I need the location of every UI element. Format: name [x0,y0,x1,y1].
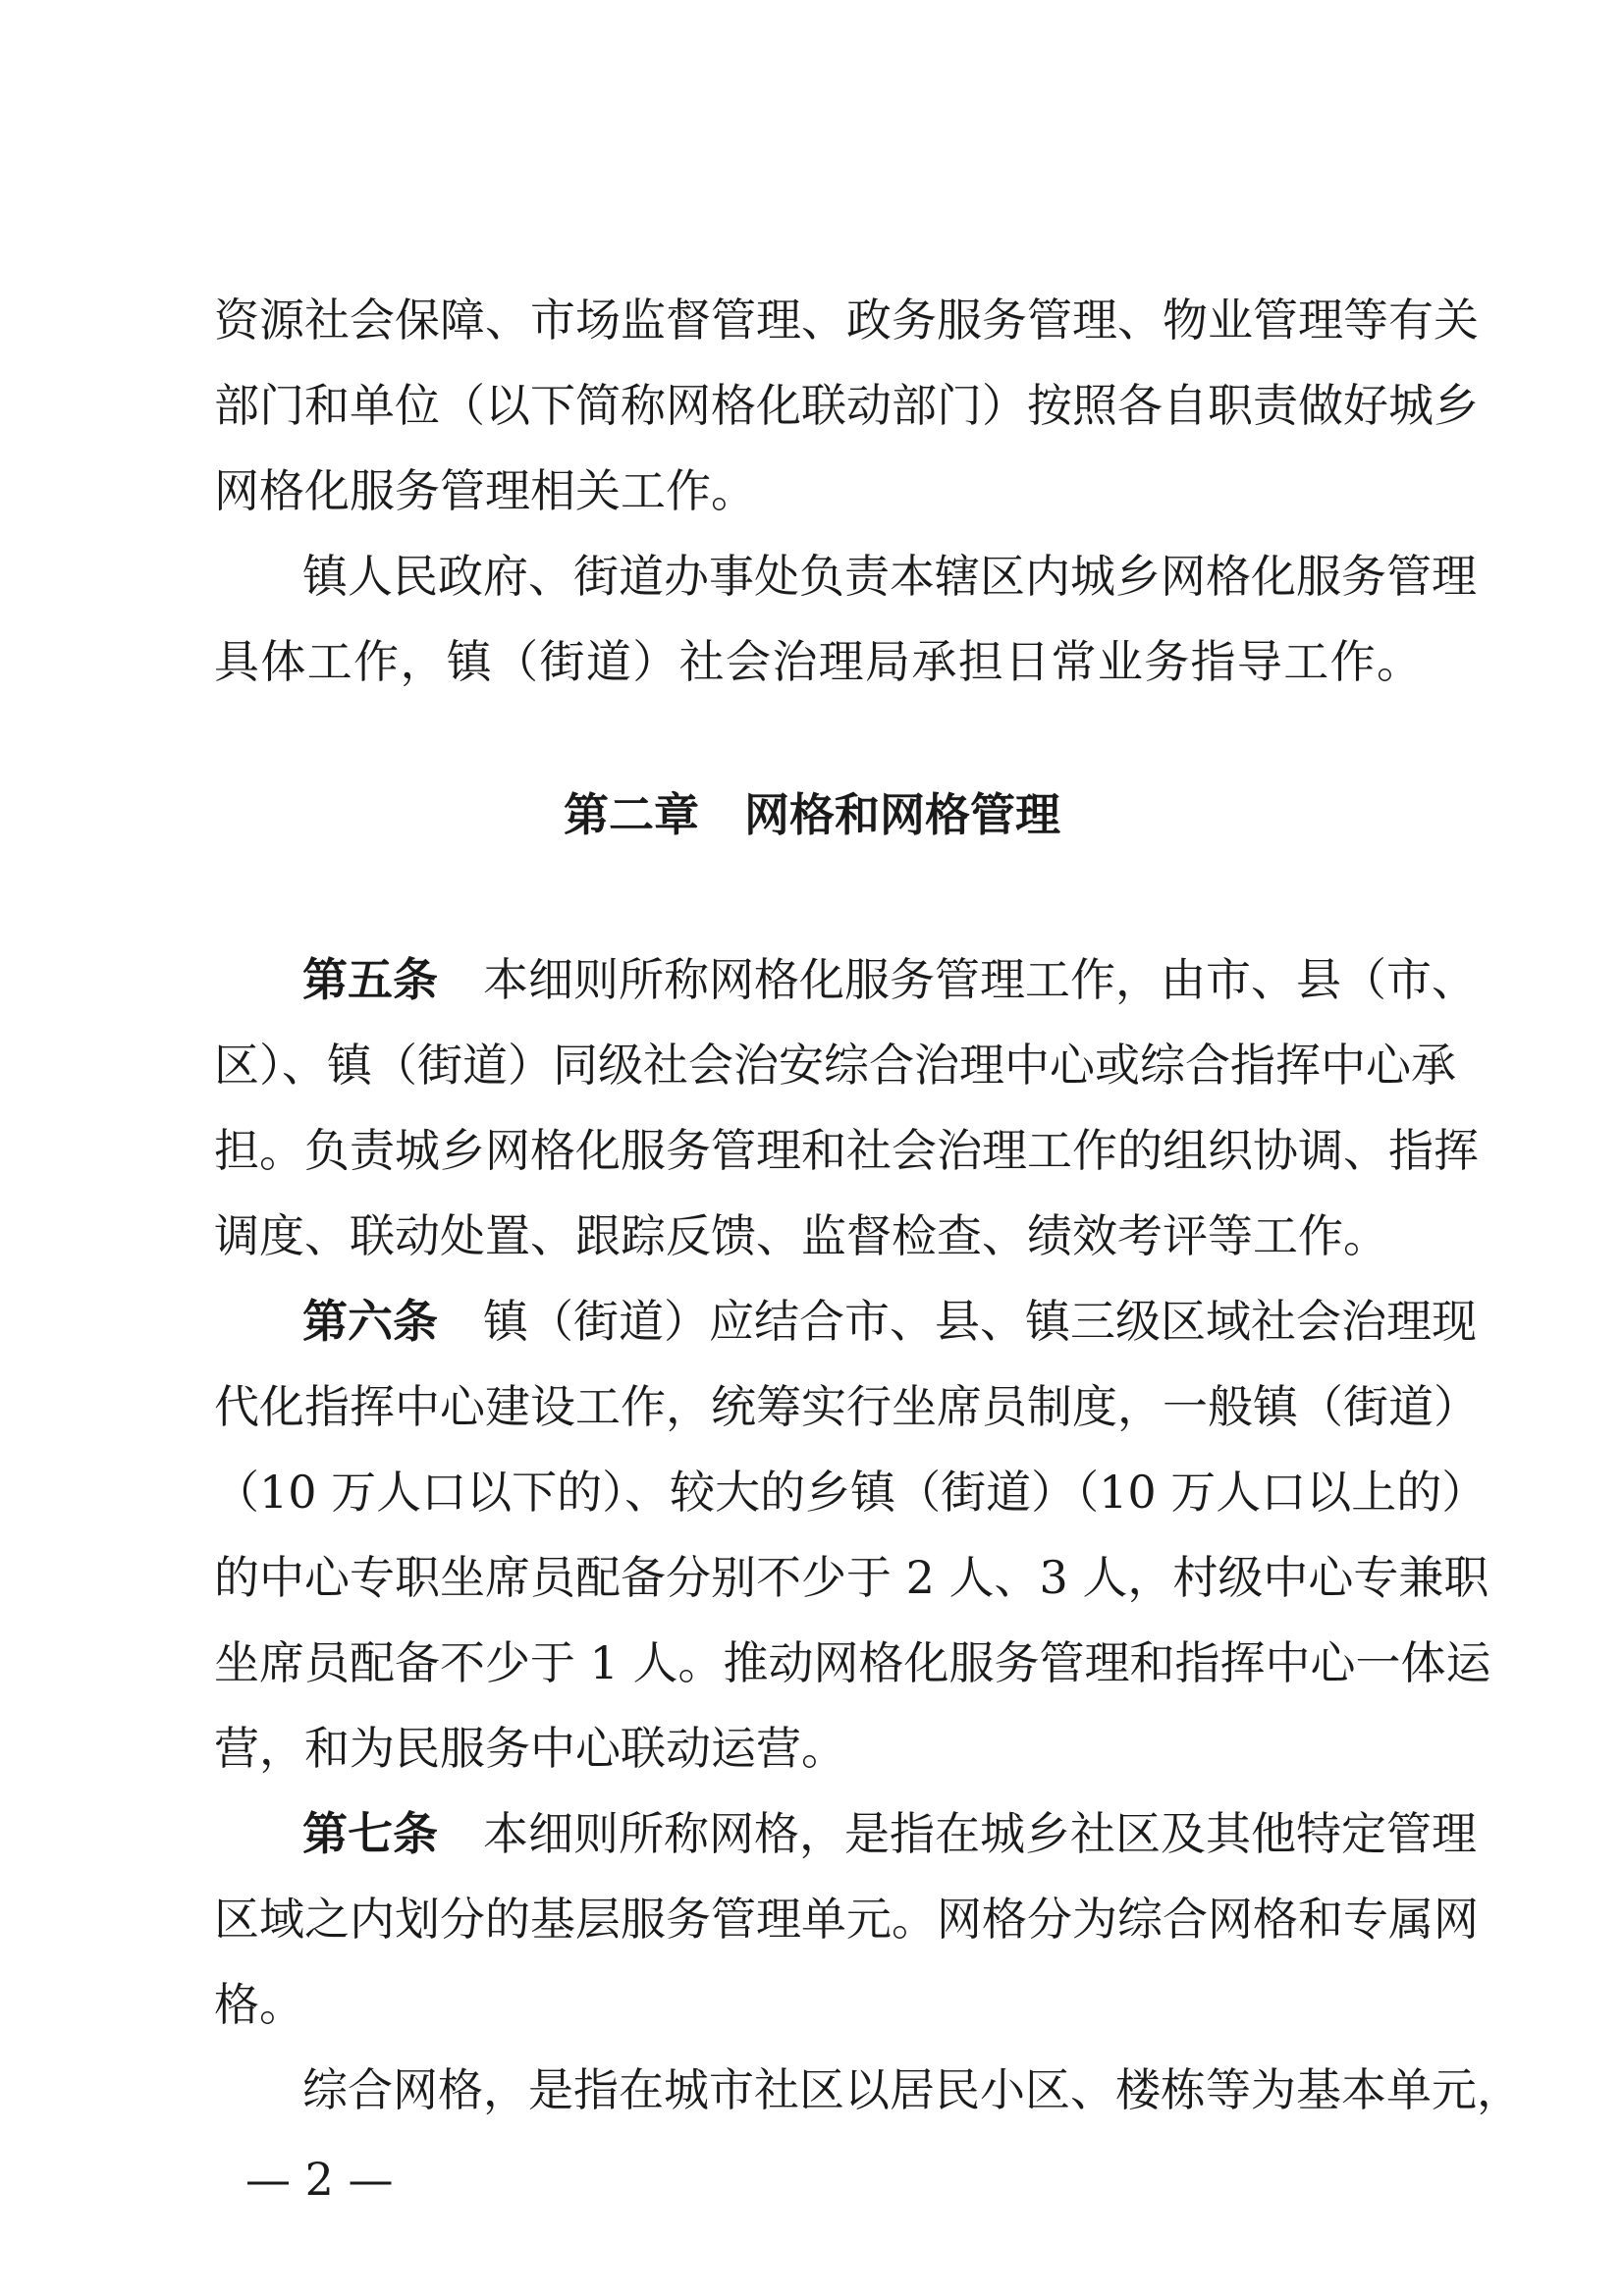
paragraph-line: 调度、联动处置、跟踪反馈、监督检查、绩效考评等工作。 [214,1209,1388,1262]
paragraph-line: 区）、镇（街道）同级社会治安综合治理中心或综合指挥中心承 [214,1039,1456,1092]
paragraph-line: 代化指挥中心建设工作，统筹实行坐席员制度，一般镇（街道） [214,1380,1479,1433]
article-7-first-line [302,1790,1477,1877]
article-7-text: 本细则所称网格，是指在城乡社区及其他特定管理 [483,1807,1477,1860]
article-6-first-line [302,1278,1477,1364]
paragraph-line: 综合网格，是指在城市社区以居民小区、楼栋等为基本单元， [302,2063,1522,2116]
paragraph-line: 担。负责城乡网格化服务管理和社会治理工作的组织协调、指挥 [214,1124,1479,1177]
chapter-title: 第二章 网格和网格管理 [564,788,1060,841]
article-6-text: 镇（街道）应结合市、县、镇三级区域社会治理现 [483,1295,1477,1348]
paragraph-line: 资源社会保障、市场监督管理、政务服务管理、物业管理等有关 [214,294,1479,347]
paragraph-line: 区域之内划分的基层服务管理单元。网格分为综合网格和专属网 [214,1893,1479,1946]
paragraph-line: 部门和单位（以下简称网格化联动部门）按照各自职责做好城乡 [214,379,1479,432]
paragraph-line: （10 万人口以下的）、较大的乡镇（街道）（10 万人口以上的） [214,1466,1488,1519]
article-5-heading: 第五条 [302,953,438,1006]
paragraph-line: 营，和为民服务中心联动运营。 [214,1722,846,1775]
article-6-heading: 第六条 [302,1295,438,1348]
paragraph-line: 镇人民政府、街道办事处负责本辖区内城乡网格化服务管理 [302,550,1477,603]
article-5-first-line [302,936,1477,1023]
paragraph-line: 坐席员配备不少于 1 人。推动网格化服务管理和指挥中心一体运 [214,1636,1491,1689]
paragraph-line: 格。 [214,1978,304,2031]
paragraph-line: 的中心专职坐席员配备分别不少于 2 人、3 人，村级中心专兼职 [214,1551,1489,1604]
page-number: — 2 — [245,2153,394,2206]
article-5-text: 本细则所称网格化服务管理工作，由市、县（市、 [483,953,1477,1006]
paragraph-line: 网格化服务管理相关工作。 [214,464,756,517]
paragraph-line: 具体工作，镇（街道）社会治理局承担日常业务指导工作。 [214,635,1422,688]
article-7-heading: 第七条 [302,1807,438,1860]
